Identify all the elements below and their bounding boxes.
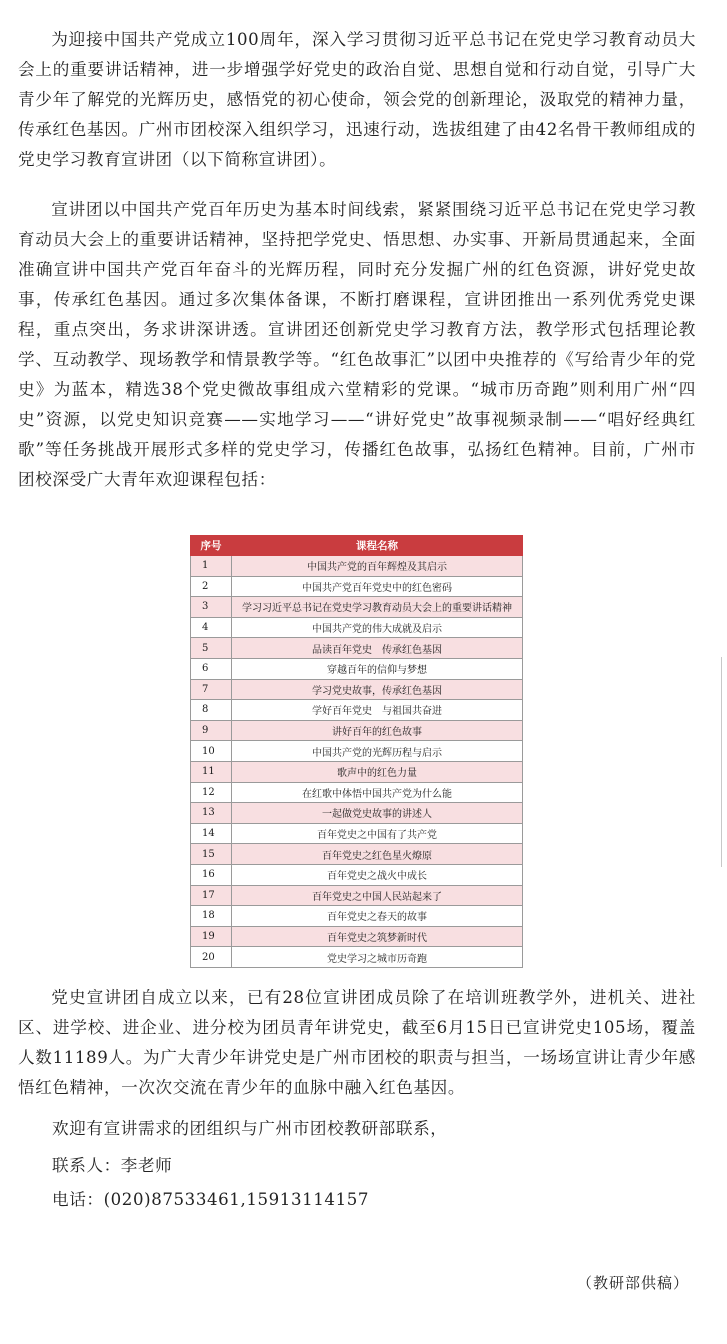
lecture-team-paragraph: 宣讲团以中国共产党百年历史为基本时间线索，紧紧围绕习近平总书记在党史学习教育动员大会上的重要讲话精神，坚持把学党史、悟思想、办实事、开新局贯通起来，全面准确宣讲中国共产党百年奋斗的光辉历程，同时充分发掘广州的红色资源，讲好党史故事，传承红色基因。通过多次集体备课，不断打磨课程，宣讲团推出一系列优秀党史课程，重点突出，务求讲深讲透。宣讲团还创新党史学习教育方法，教学形式包括理论教学、互动教学、现场教学和情景教学等。“红色故事汇”以团中央推荐的《写给青少年的党史》为蓝本，精选38个党史微故事组成六堂精彩的党课。“城市历奇跑”则利用广州“四史”资源，以党史知识竞赛——实地学习——“讲好党史”故事视频录制——“唱好经典红歌”等任务挑战开展形式多样的党史学习，传播红色故事，弘扬红色精神。目前，广州市团校深受广大青年欢迎课程包括： (18, 200, 696, 489)
course-name: 中国共产党的光辉历程与启示 (232, 741, 523, 762)
course-name: 中国共产党的百年辉煌及其启示 (232, 556, 523, 577)
course-number: 12 (191, 782, 232, 803)
course-number: 7 (191, 679, 232, 700)
course-name: 歌声中的红色力量 (232, 761, 523, 782)
results-paragraph: 党史宣讲团自成立以来，已有28位宣讲团成员除了在培训班教学外，进机关、进社区、进学校、进企业、进分校为团员青年讲党史，截至6月15日已宣讲党史105场，覆盖人数11189人。为广大青少年讲党史是广州市团校的职责与担当，一场场宣讲让青少年感悟红色精神，一次次交流在青少年的血脉中融入红色基因。 (18, 988, 696, 1097)
table-row (191, 864, 523, 885)
table-row (191, 679, 523, 700)
course-name: 百年党史之筑梦新时代 (232, 926, 523, 947)
course-name: 百年党史之战火中成长 (232, 864, 523, 885)
course-number: 16 (191, 864, 232, 885)
course-number: 4 (191, 617, 232, 638)
course-number: 15 (191, 844, 232, 865)
table-row (191, 597, 523, 618)
course-number: 2 (191, 576, 232, 597)
table-row (191, 926, 523, 947)
course-name: 一起做党史故事的讲述人 (232, 803, 523, 824)
table-row (191, 885, 523, 906)
scrollbar-track[interactable] (721, 657, 727, 867)
table-row (191, 906, 523, 927)
course-number: 6 (191, 658, 232, 679)
course-name: 学习党史故事，传承红色基因 (232, 679, 523, 700)
course-name: 党史学习之城市历奇跑 (232, 947, 523, 968)
course-number: 14 (191, 823, 232, 844)
table-row (191, 700, 523, 721)
table-row (191, 556, 523, 577)
course-name: 百年党史之中国人民站起来了 (232, 885, 523, 906)
contact-person: 联系人：李老师 (52, 1156, 173, 1175)
header-name: 课程名称 (232, 536, 523, 556)
course-number: 18 (191, 906, 232, 927)
table-row (191, 720, 523, 741)
table-row (191, 638, 523, 659)
course-number: 1 (191, 556, 232, 577)
course-number: 5 (191, 638, 232, 659)
course-table (190, 535, 523, 968)
course-name: 中国共产党的伟大成就及启示 (232, 617, 523, 638)
table-row (191, 658, 523, 679)
course-table-header (191, 536, 523, 556)
table-row (191, 741, 523, 762)
intro-paragraph: 为迎接中国共产党成立100周年，深入学习贯彻习近平总书记在党史学习教育动员大会上的重要讲话精神，进一步增强学好党史的政治自觉、思想自觉和行动自觉，引导广大青少年了解党的光辉历史，感悟党的初心使命，领会党的创新理论，汲取党的精神力量，传承红色基因。广州市团校深入组织学习，迅速行动，选拔组建了由42名骨干教师组成的党史学习教育宣讲团（以下简称宣讲团）。 (18, 30, 696, 169)
course-table-body (191, 556, 523, 968)
course-number: 17 (191, 885, 232, 906)
contact-phone: 电话：(020)87533461,15913114157 (52, 1190, 370, 1209)
course-number: 13 (191, 803, 232, 824)
course-name: 品读百年党史 传承红色基因 (232, 638, 523, 659)
course-number: 20 (191, 947, 232, 968)
table-row (191, 761, 523, 782)
table-row (191, 947, 523, 968)
table-row (191, 782, 523, 803)
course-name: 学好百年党史 与祖国共奋进 (232, 700, 523, 721)
course-name: 百年党史之红色星火燎原 (232, 844, 523, 865)
course-name: 穿越百年的信仰与梦想 (232, 658, 523, 679)
course-number: 3 (191, 597, 232, 618)
table-row (191, 823, 523, 844)
course-number: 11 (191, 761, 232, 782)
table-row (191, 617, 523, 638)
course-name: 学习习近平总书记在党史学习教育动员大会上的重要讲话精神 (232, 597, 523, 618)
table-row (191, 844, 523, 865)
header-num: 序号 (191, 536, 232, 556)
table-row (191, 576, 523, 597)
credit-line: （教研部供稿） (576, 1274, 689, 1292)
course-name: 百年党史之中国有了共产党 (232, 823, 523, 844)
course-name: 中国共产党百年党史中的红色密码 (232, 576, 523, 597)
course-name: 百年党史之春天的故事 (232, 906, 523, 927)
course-number: 9 (191, 720, 232, 741)
course-name: 讲好百年的红色故事 (232, 720, 523, 741)
course-number: 8 (191, 700, 232, 721)
course-name: 在红歌中体悟中国共产党为什么能 (232, 782, 523, 803)
course-number: 19 (191, 926, 232, 947)
course-number: 10 (191, 741, 232, 762)
table-row (191, 803, 523, 824)
contact-intro: 欢迎有宣讲需求的团组织与广州市团校教研部联系， (52, 1119, 448, 1138)
